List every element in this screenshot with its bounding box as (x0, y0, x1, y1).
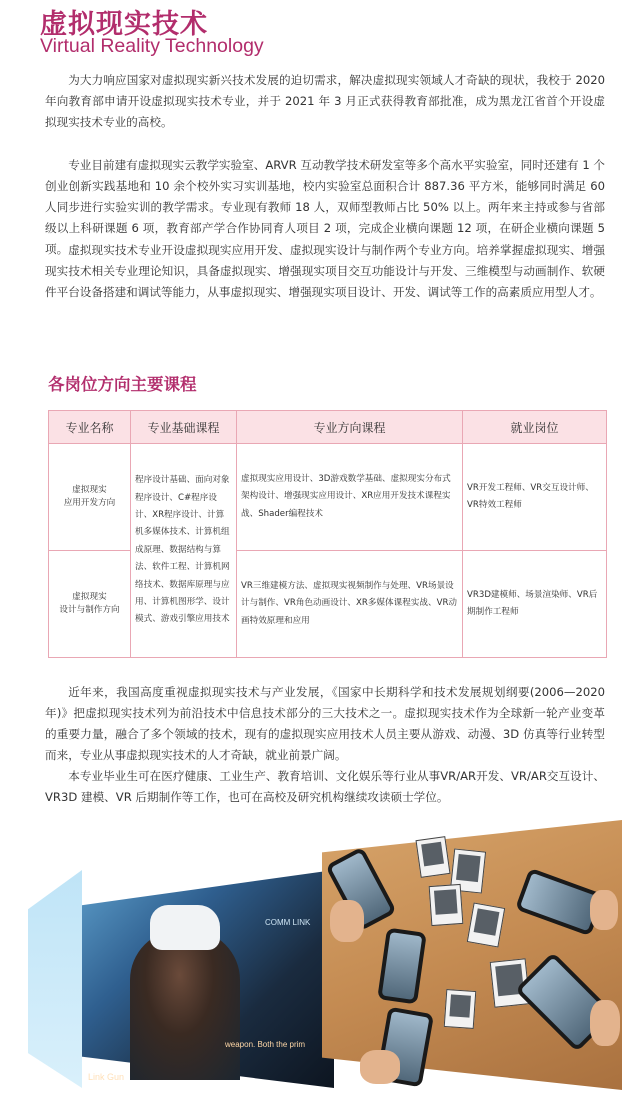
outro-paragraph-1: 近年来，我国高度重视虚拟现实技术与产业发展，《国家中长期科学和技术发展规划纲要(2006—2020年)》把虚拟现实技术列为前沿技术中信息技术部分的三大技术之一。虚拟现实技术作为全球新一轮产业变革的重要力量，融合了多个领域的技术，现有的虚拟现实应用技术人员主要从游戏、动漫、3D 仿真等行业转型而来，专业从事虚拟现实技术的人才奇缺，就业前景广阔。 (45, 685, 605, 762)
header-basic-courses: 专业基础课程 (131, 411, 237, 444)
direction-courses-cell: VR三维建模方法、虚拟现实视频制作与处理、VR场景设计与制作、VR角色动画设计、XR多媒体课程实战、VR动画特效原理和应用 (237, 551, 463, 658)
ar-card (444, 989, 477, 1029)
major-name-line1: 虚拟现实 (72, 485, 107, 495)
page-title: 虚拟现实技术 (40, 9, 208, 40)
direction-courses-cell: 虚拟现实应用设计、3D游戏数学基础、虚拟现实分布式架构设计、增强现实应用设计、XR应用开发技术课程实战、Shader编程技术 (237, 444, 463, 551)
intro-paragraph-2: 专业目前建有虚拟现实云教学实验室、ARVR 互动教学技术研发室等多个高水平实验室，同时还建有 1 个创业创新实践基地和 10 余个校外实习实训基地，校内实验室总面积合计 887.36 平方米，能够同时满足 60 人同步进行实验实训的教学需求。专业现有教师 18 人，双师型教师占比 50% 以上。两年来主持或参与省部级以上科研课题 6 项，教育部产学合作协同育人项目 2 项，完成企业横向课题 12 项，在研企业横向课题 5 项。 (45, 158, 605, 256)
outro-paragraph-2: 本专业毕业生可在医疗健康、工业生产、教育培训、文化娱乐等行业从事VR/AR开发、VR/AR交互设计、VR3D 建模、VR 后期制作等工作，也可在高校及研究机构继续攻读硕士学位。 (45, 769, 605, 804)
vr-headset (150, 905, 220, 950)
header-direction-courses: 专业方向课程 (237, 411, 463, 444)
courses-table (48, 410, 607, 658)
table-header-row (49, 411, 607, 444)
intro-paragraph-3: 虚拟现实技术专业开设虚拟现实应用开发、虚拟现实设计与制作两个专业方向。培养掌握虚拟现实、增强现实技术相关专业理论知识，具备虚拟现实、增强现实项目交互功能设计与开发、三维模型与动画制作、软硬件平台设备搭建和调试等能力，从事虚拟现实、增强现实项目设计、开发、调试等工作的高素质应用型人才。 (45, 243, 605, 299)
ar-card (467, 903, 505, 948)
major-name (49, 444, 131, 551)
screen-text-link-gun: Link Gun (88, 1072, 125, 1082)
screen-text-weapon: weapon. Both the prim (225, 1040, 306, 1049)
page-subtitle: Virtual Reality Technology (40, 35, 264, 57)
major-name-line1: 虚拟现实 (72, 592, 107, 602)
jobs-cell: VR3D建模师、场景渲染师、VR后期制作工程师 (463, 551, 607, 658)
ar-card (416, 836, 451, 878)
header-jobs: 就业岗位 (463, 411, 607, 444)
major-name-line2: 应用开发方向 (63, 498, 116, 508)
hand (360, 1050, 400, 1084)
major-name (49, 551, 131, 658)
hand (590, 1000, 620, 1046)
ar-card (429, 884, 464, 926)
basic-courses-cell: 程序设计基础、面向对象程序设计、C#程序设计、XR程序设计、计算机多媒体技术、计算机组成原理、数据结构与算法、软件工程、计算机网络技术、数据库原理与应用、计算机图形学、设计模式、游戏引擎应用技术 (131, 444, 237, 658)
hand (590, 890, 618, 930)
screen-label-comm-link: COMM LINK (265, 918, 311, 927)
jobs-cell: VR开发工程师、VR交互设计师、VR特效工程师 (463, 444, 607, 551)
major-name-line2: 设计与制作方向 (59, 605, 120, 615)
person-figure (130, 930, 240, 1080)
section-title: 各岗位方向主要课程 (48, 375, 197, 394)
hand (330, 900, 364, 942)
table-row (49, 444, 607, 551)
intro-paragraph-1: 为大力响应国家对虚拟现实新兴技术发展的迫切需求，解决虚拟现实领域人才奇缺的现状，我校于 2020 年向教育部申请开设虚拟现实技术专业，并于 2021 年 3 月正式获得教育部批准，成为黑龙江省首个开设虚拟现实技术专业的高校。 (45, 73, 605, 129)
header-major: 专业名称 (49, 411, 131, 444)
photo-frame-decoration (22, 870, 82, 1088)
